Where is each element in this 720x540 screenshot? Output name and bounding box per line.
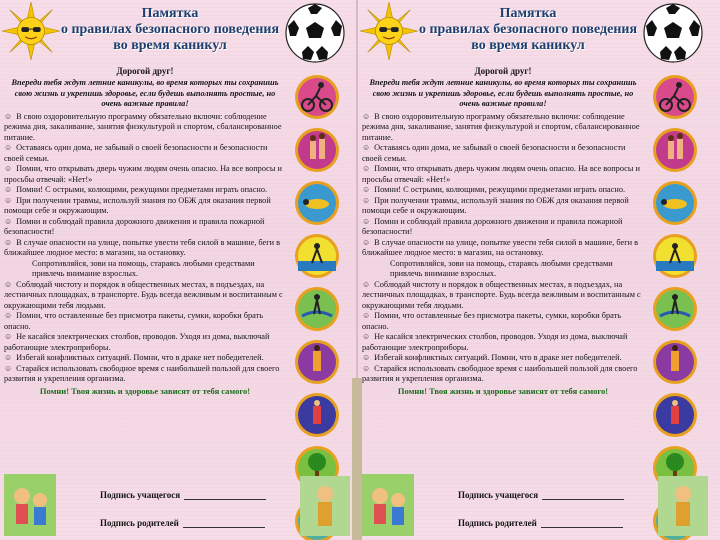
surfer-icon — [292, 286, 342, 332]
page-subtitle: о правилах безопасного поведения — [60, 22, 280, 37]
intro-text: Впереди тебя ждут летние каникулы, во время которых ты сохранишь свою жизнь и укрепишь здоровье, если будешь выполнять простые, но очень важные правила! — [369, 78, 637, 108]
greeting: Дорогой друг! — [474, 66, 532, 76]
rule-item: ☺ Помни и соблюдай правила дорожного движения и правила пожарной безопасности! — [362, 216, 623, 236]
rule-item: ☺ Оставаясь один дома, не забывай о своей безопасности и безопасности своей семьи. — [362, 143, 626, 163]
soccer-ball-icon — [284, 2, 346, 64]
smiley-icon: ☺ — [4, 111, 13, 121]
smiley-icon: ☺ — [362, 195, 371, 205]
smiley-icon: ☺ — [362, 216, 371, 226]
student-signature-line — [542, 490, 624, 500]
climber-icon — [650, 339, 700, 385]
smiley-icon: ☺ — [362, 143, 371, 152]
rule-continuation: Сопротивляйся, зови на помощь, стараясь любыми средствами привлечь внимание взрослых. — [390, 258, 613, 278]
smiley-icon: ☺ — [362, 111, 371, 121]
smiley-icon: ☺ — [362, 363, 371, 373]
rule-item: ☺ Помни! С острыми, колющими, режущими предметами играть опасно. — [4, 185, 268, 194]
smiley-icon: ☺ — [362, 332, 371, 341]
page-subtitle-2: во время каникул — [471, 38, 585, 53]
smiley-icon: ☺ — [362, 311, 371, 320]
smiley-icon: ☺ — [4, 332, 13, 341]
diver-icon — [650, 180, 700, 226]
smiley-icon: ☺ — [362, 237, 371, 247]
rule-item: ☺ Помни и соблюдай правила дорожного движения и правила пожарной безопасности! — [4, 216, 265, 236]
cyclist-icon — [650, 74, 700, 120]
beach-icon — [650, 127, 700, 173]
rule-item: ☺ Помни! С острыми, колющими, режущими предметами играть опасно. — [362, 185, 626, 194]
soccer-ball-icon — [642, 2, 704, 64]
motto: Помни! Твоя жизнь и здоровье зависят от тебя самого! — [397, 385, 609, 396]
water-ski-icon — [292, 233, 342, 279]
rule-item: ☺ Старайся использовать свободное время с наибольшей пользой для своего развития и укрепления организма. — [362, 363, 638, 383]
parent-signature-label: Подпись родителей — [100, 518, 265, 528]
parent-signature-line — [183, 518, 265, 528]
smiley-icon: ☺ — [4, 185, 13, 194]
surfer-icon — [650, 286, 700, 332]
student-signature-label: Подпись учащегося — [100, 490, 266, 500]
rule-item: ☺ В случае опасности на улице, попытке увести тебя силой в машине, беги в ближайшее людное место: в магазин, на остановку. — [4, 237, 281, 257]
smiley-icon: ☺ — [362, 353, 371, 362]
rule-item: ☺ Избегай конфликтных ситуаций. Помни, что в драке нет победителей. — [4, 353, 264, 362]
smiley-icon: ☺ — [4, 363, 13, 373]
rule-item: ☺ Избегай конфликтных ситуаций. Помни, что в драке нет победителей. — [362, 353, 622, 362]
smiley-icon: ☺ — [4, 143, 13, 152]
intro-text: Впереди тебя ждут летние каникулы, во время которых ты сохранишь свою жизнь и укрепишь здоровье, если будешь выполнять простые, но очень важные правила! — [11, 78, 279, 108]
smiley-icon: ☺ — [4, 164, 13, 173]
smiley-icon: ☺ — [4, 216, 13, 226]
family-illustration-icon — [658, 476, 708, 536]
rule-item: ☺ При получении травмы, используй знания по ОБЖ для оказания первой помощи себе и окружающим. — [4, 195, 271, 215]
family-illustration-icon — [300, 476, 350, 536]
sun-icon — [360, 2, 418, 60]
water-ski-icon — [650, 233, 700, 279]
smiley-icon: ☺ — [4, 279, 13, 289]
rule-item: ☺ Помни, что открывать дверь чужим людям очень опасно. На все вопросы и просьбы отвечай: «Нет!» — [362, 164, 640, 184]
rule-item: ☺ В случае опасности на улице, попытке увести тебя силой в машине, беги в ближайшее людное место: в магазин, на остановку. — [362, 237, 639, 257]
smiley-icon: ☺ — [4, 311, 13, 320]
climber-icon — [292, 339, 342, 385]
rule-item: ☺ В свою оздоровительную программу обязательно включи: соблюдение режима дня, закаливание, занятия физкультурой и спортом, сбалансированное питание. — [4, 111, 282, 142]
student-signature-line — [184, 490, 266, 500]
kids-illustration-icon — [362, 474, 414, 536]
smiley-icon: ☺ — [4, 353, 13, 362]
page-subtitle-2: во время каникул — [113, 38, 227, 53]
memo-sheet-left — [0, 0, 356, 540]
parent-signature-line — [541, 518, 623, 528]
rule-item: ☺ Соблюдай чистоту и порядок в общественных местах, в подъездах, на лестничных площадках, в транспорте. Будь всегда вежливым и воспитанным с окружающими тебя людьми. — [4, 279, 283, 310]
rule-item: ☺ Соблюдай чистоту и порядок в общественных местах, в подъездах, на лестничных площадках, в транспорте. Будь всегда вежливым и воспитанным с окружающими тебя людьми. — [362, 279, 641, 310]
smiley-icon: ☺ — [4, 195, 13, 205]
smiley-icon: ☺ — [362, 164, 371, 173]
page-subtitle: о правилах безопасного поведения — [418, 22, 638, 37]
activity-icons-column — [650, 74, 704, 540]
background-strip — [352, 378, 362, 540]
memo-body — [4, 66, 286, 397]
rule-item: ☺ Старайся использовать свободное время с наибольшей пользой для своего развития и укрепления организма. — [4, 363, 280, 383]
rule-item: ☺ Оставаясь один дома, не забывай о своей безопасности и безопасности своей семьи. — [4, 143, 268, 163]
kids-illustration-icon — [4, 474, 56, 536]
beach-icon — [292, 127, 342, 173]
page-title: Памятка — [141, 6, 199, 21]
page-title: Памятка — [499, 6, 557, 21]
rule-item: ☺ В свою оздоровительную программу обязательно включи: соблюдение режима дня, закаливание, занятия физкультурой и спортом, сбалансированное питание. — [362, 111, 640, 142]
hiker-icon — [292, 392, 342, 438]
smiley-icon: ☺ — [362, 185, 371, 194]
smiley-icon: ☺ — [4, 237, 13, 247]
smiley-icon: ☺ — [362, 279, 371, 289]
activity-icons-column — [292, 74, 346, 540]
sun-icon — [2, 2, 60, 60]
rule-continuation: Сопротивляйся, зови на помощь, стараясь любыми средствами привлечь внимание взрослых. — [32, 258, 255, 278]
rule-item: ☺ Помни, что оставленные без присмотра пакеты, сумки, коробки брать опасно. — [4, 311, 264, 331]
rule-item: ☺ Помни, что открывать дверь чужим людям очень опасно. На все вопросы и просьбы отвечай: «Нет!» — [4, 164, 282, 184]
rule-item: ☺ При получении травмы, используй знания по ОБЖ для оказания первой помощи себе и окружающим. — [362, 195, 629, 215]
rule-item: ☺ Не касайся электрических столбов, проводов. Уходя из дома, выключай работающие электроприборы. — [362, 332, 628, 352]
memo-sheet-right — [358, 0, 720, 540]
greeting: Дорогой друг! — [116, 66, 174, 76]
rule-item: ☺ Не касайся электрических столбов, проводов. Уходя из дома, выключай работающие электроприборы. — [4, 332, 270, 352]
parent-signature-label: Подпись родителей — [458, 518, 623, 528]
memo-body — [362, 66, 644, 397]
cyclist-icon — [292, 74, 342, 120]
student-signature-label: Подпись учащегося — [458, 490, 624, 500]
motto: Помни! Твоя жизнь и здоровье зависят от тебя самого! — [39, 385, 251, 396]
hiker-icon — [650, 392, 700, 438]
rule-item: ☺ Помни, что оставленные без присмотра пакеты, сумки, коробки брать опасно. — [362, 311, 622, 331]
diver-icon — [292, 180, 342, 226]
